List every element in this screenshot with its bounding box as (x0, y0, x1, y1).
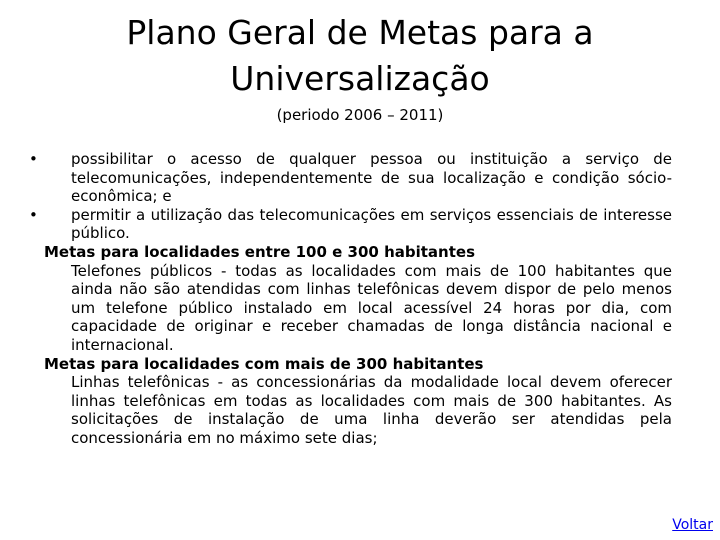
goals-bullet-list (29, 150, 672, 243)
back-link[interactable]: Voltar (672, 517, 713, 533)
section-text: Telefones públicos - todas as localidades com mais de 100 habitantes que ainda não são atendidas com linhas telefônicas devem dispor de pelo menos um telefone público instalado em local acessível 24 horas por dia, com capacidade de originar e receber chamadas de longa distância nacional e internacional. (71, 261, 672, 354)
slide-content (29, 150, 672, 448)
bullet-icon: • (29, 150, 38, 168)
bullet-text: permitir a utilização das telecomunicações em serviços essenciais de interesse público. (71, 205, 672, 243)
section-over-300 (44, 355, 672, 448)
section-100-300 (44, 243, 672, 355)
section-text: Linhas telefônicas - as concessionárias da modalidade local devem oferecer linhas telefônicas em todas as localidades com mais de 300 habitantes. As solicitações de instalação de uma linha deverão ser atendidas pela concessionária em no máximo sete dias; (71, 373, 672, 447)
page-title: Plano Geral de Metas para a Universalização (126, 13, 594, 98)
section-heading: Metas para localidades entre 100 e 300 habitantes (44, 242, 476, 261)
bullet-item (29, 150, 672, 206)
page-subtitle: (periodo 2006 – 2011) (276, 106, 444, 124)
bullet-item (29, 205, 672, 243)
bullet-text: possibilitar o acesso de qualquer pessoa ou instituição a serviço de telecomunicações, independentemente de sua localização e condição sócio-econômica; e (71, 150, 672, 206)
section-heading: Metas para localidades com mais de 300 habitantes (44, 354, 484, 373)
bullet-icon: • (29, 205, 38, 224)
